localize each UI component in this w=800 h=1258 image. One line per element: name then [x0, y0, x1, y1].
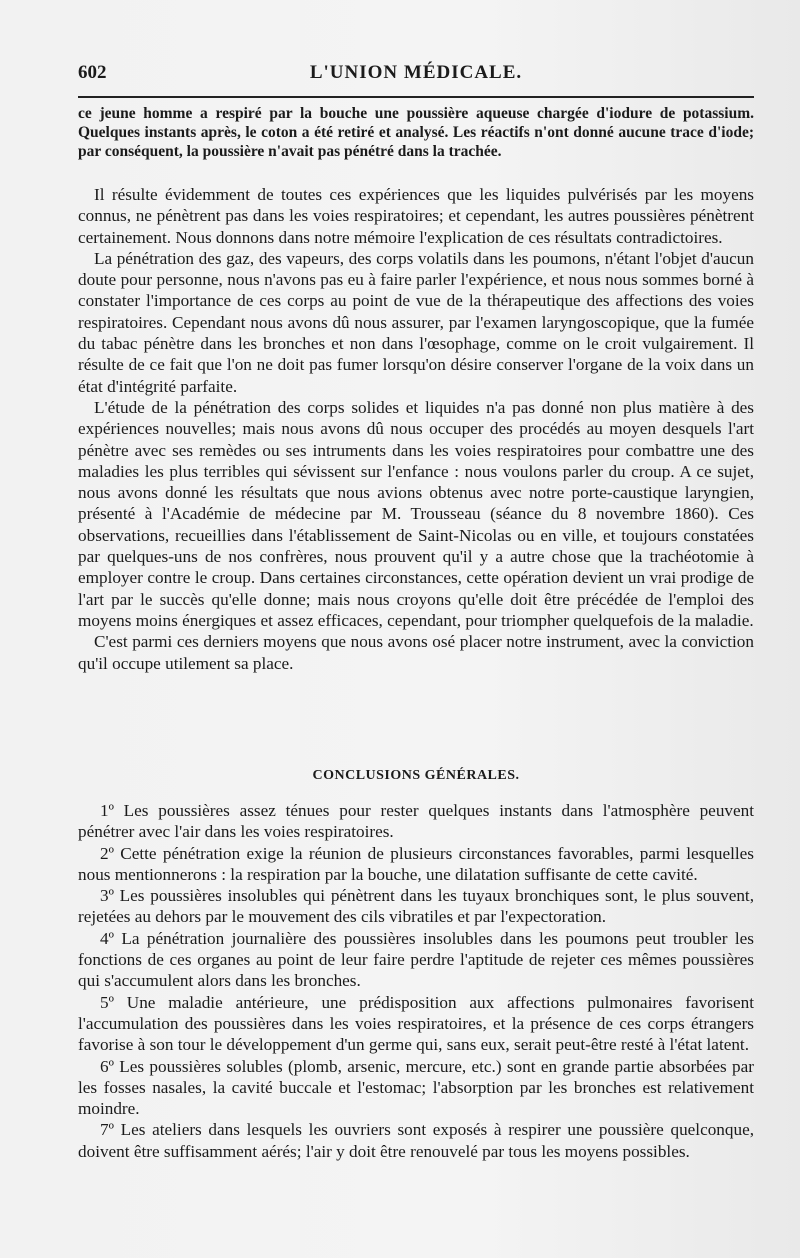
lead-paragraph: ce jeune homme a respiré par la bouche une poussière aqueuse chargée d'iodure de potassium. Quelques instants après, le coton a été retiré et analysé. Les réactifs n'ont donné aucune trace d'iode; par conséquent, la poussière n'avait pas pénétré dans la trachée. — [78, 105, 754, 160]
conclusion-item: 3º Les poussières insolubles qui pénètrent dans les tuyaux bronchiques sont, le plus souvent, rejetées au dehors par le mouvement des cils vibratiles et par l'expectoration. — [78, 886, 754, 927]
conclusion-item: 7º Les ateliers dans lesquels les ouvriers sont exposés à respirer une poussière quelconque, doivent être suffisamment aérés; l'air y doit être renouvelé par tous les moyens possibles. — [78, 1120, 754, 1161]
body-paragraph: C'est parmi ces derniers moyens que nous avons osé placer notre instrument, avec la conviction qu'il occupe utilement sa place. — [78, 632, 754, 673]
conclusion-item: 6º Les poussières solubles (plomb, arsenic, mercure, etc.) sont en grande partie absorbées par les fosses nasales, la cavité buccale et l'estomac; l'absorption par les bronches est relativement moindre. — [78, 1056, 754, 1119]
page-number: 602 — [78, 62, 107, 83]
conclusions-list — [78, 800, 754, 1162]
body-paragraph: Il résulte évidemment de toutes ces expériences que les liquides pulvérisés par les moyens connus, ne pénètrent pas dans les voies respiratoires; et cependant, les autres poussières pénètrent certainement. Nous donnons dans notre mémoire l'explication de ces résultats contradictoires. — [78, 185, 754, 247]
conclusion-item: 4º La pénétration journalière des poussières insolubles dans les poumons peut troubler les fonctions de ces organes au point de leur faire perdre l'aptitude de rejeter ces mêmes poussières qui s'accumulent alors dans les bronches. — [78, 928, 754, 991]
conclusion-item: 1º Les poussières assez ténues pour rester quelques instants dans l'atmosphère peuvent pénétrer avec l'air dans les voies respiratoires. — [78, 801, 754, 842]
header-rule — [78, 96, 754, 98]
body-paragraph: L'étude de la pénétration des corps solides et liquides n'a pas donné non plus matière à des expériences nouvelles; mais nous avons dû nous occuper des procédés au moyen desquels l'art pénètre avec ses remèdes ou ses intruments dans les voies respiratoires pour combattre une des maladies les plus terribles qui sévissent sur l'enfance : nous voulons parler du croup. A ce sujet, nous avons donné les résultats que nous avions obtenus avec notre porte-caustique laryngien, présenté à l'Académie de médecine par M. Trousseau (séance du 8 novembre 1860). Ces observations, recueillies dans l'établissement de Saint-Nicolas ou en ville, et toujours constatées par quelques-uns de nos confrères, nous prouvent qu'il y a autre chose que la trachéotomie à employer contre le croup. Dans certaines circonstances, cette opération devient un vrai prodige de l'art par le succès qu'elle donne; mais nous croyons qu'elle doit être précédée de l'emploi des moyens moins énergiques et assez efficaces, cependant, pour triompher quelquefois de la maladie. — [78, 397, 754, 630]
body-paragraph: La pénétration des gaz, des vapeurs, des corps volatils dans les poumons, n'étant l'objet d'aucun doute pour personne, nous n'avons pas eu à faire parler l'expérience, et nous nous sommes borné à constater l'importance de ces corps au point de vue de la thérapeutique des affections des voies respiratoires. Cependant nous avons dû nous assurer, par l'examen laryngoscopique, que la fumée du tabac pénètre dans les bronches et non dans l'œsophage, comme on le croit vulgairement. Il résulte de ce fait que l'on ne doit pas fumer lorsqu'on désire conserver l'organe de la voix dans un état d'intégrité parfaite. — [78, 248, 754, 396]
conclusions-title: CONCLUSIONS GÉNÉRALES. — [312, 768, 520, 783]
body-text — [78, 184, 754, 674]
page-header — [78, 62, 754, 90]
conclusion-item: 5º Une maladie antérieure, une prédisposition aux affections pulmonaires favorisent l'accumulation des poussières dans les voies respiratoires, et la présence de ces corps étrangers favorise à son tour le développement d'un germe qui, sans eux, serait peut-être resté à l'état latent. — [78, 992, 754, 1055]
conclusion-item: 2º Cette pénétration exige la réunion de plusieurs circonstances favorables, parmi lesquelles nous mentionnerons : la respiration par la bouche, une dilatation suffisante de cette cavité. — [78, 843, 754, 884]
journal-title: L'UNION MÉDICALE. — [309, 62, 523, 83]
